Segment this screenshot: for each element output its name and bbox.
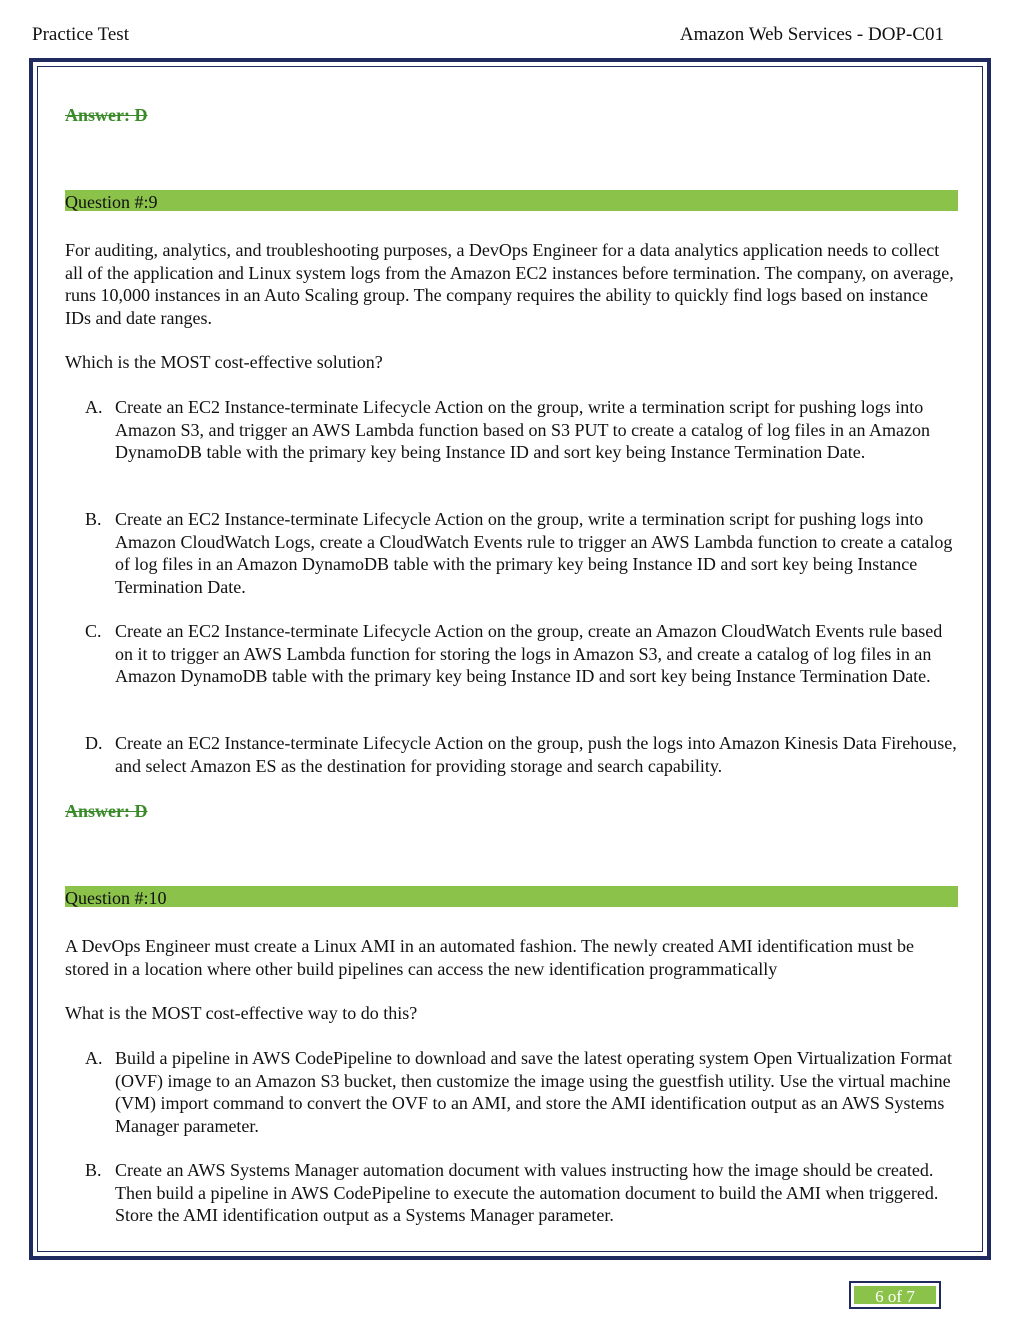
option-letter: A. [85, 1048, 103, 1068]
question-10-title: Question #:10 [65, 887, 167, 908]
option-text: Create an EC2 Instance-terminate Lifecycle Action on the group, push the logs into Amazon Kinesis Data Firehouse, and select Amazon ES as the destination for providing storage and search capability. [115, 733, 957, 776]
page-number-box [849, 1281, 941, 1309]
question-9-body: For auditing, analytics, and troubleshooting purposes, a DevOps Engineer for a data analytics application needs to collect all of the application and Linux system logs from the Amazon EC2 instances before termination. The company, on average, runs 10,000 instances in an Auto Scaling group. The company requires the ability to quickly find logs based on instance IDs and date ranges. [65, 240, 954, 328]
option-text: Create an EC2 Instance-terminate Lifecycle Action on the group, write a termination script for pushing logs into Amazon CloudWatch Logs, create a CloudWatch Events rule to trigger an AWS Lambda function to create a catalog of log files in an Amazon DynamoDB table with the primary key being Instance ID and sort key being Instance Termination Date. [115, 509, 953, 597]
option-text: Create an EC2 Instance-terminate Lifecycle Action on the group, write a termination script for pushing logs into Amazon S3, and trigger an AWS Lambda function based on S3 PUT to create a catalog of log files in an Amazon DynamoDB table with the primary key being Instance ID and sort key being Instance Termination Date. [115, 397, 931, 462]
option-letter: B. [85, 509, 102, 529]
question-9-prompt: Which is the MOST cost-effective solution? [65, 352, 383, 372]
question-10-body: A DevOps Engineer must create a Linux AMI in an automated fashion. The newly created AMI identification must be stored in a location where other build pipelines can access the new identification programmatically [65, 936, 914, 979]
question-10-option-a [85, 1047, 958, 1137]
option-text: Build a pipeline in AWS CodePipeline to download and save the latest operating system Open Virtualization Format (OVF) image to an Amazon S3 bucket, then customize the image using the guestfish utility. Use the virtual machine (VM) import command to convert the OVF to an AMI, and store the AMI identification output as an AWS Systems Manager parameter. [115, 1048, 952, 1136]
question-9-option-d [85, 732, 958, 777]
option-letter: D. [85, 733, 103, 753]
option-text: Create an AWS Systems Manager automation document with values instructing how the image should be created. Then build a pipeline in AWS CodePipeline to execute the automation document to build the AMI when triggered. Store the AMI identification output as a Systems Manager parameter. [115, 1160, 939, 1225]
question-10-prompt: What is the MOST cost-effective way to do this? [65, 1003, 418, 1023]
option-text: Create an EC2 Instance-terminate Lifecycle Action on the group, create an Amazon CloudWatch Events rule based on it to trigger an AWS Lambda function for storing the logs in Amazon S3, and create a catalog of log files in an Amazon DynamoDB table with the primary key being Instance ID and sort key being Instance Termination Date. [115, 621, 943, 686]
question-9-title: Question #:9 [65, 191, 158, 212]
previous-answer: Answer: D [65, 105, 148, 125]
question-9-option-a [85, 396, 958, 464]
option-letter: B. [85, 1160, 102, 1180]
option-letter: A. [85, 397, 103, 417]
question-9-header-bar [65, 190, 958, 211]
question-10-header-bar [65, 886, 958, 907]
question-10-option-b [85, 1159, 958, 1227]
header-left-title: Practice Test [32, 24, 129, 45]
question-9-answer: Answer: D [65, 801, 148, 821]
question-9-option-c [85, 620, 958, 688]
option-letter: C. [85, 621, 102, 641]
page-number: 6 of 7 [854, 1286, 936, 1304]
question-9-option-b [85, 508, 958, 598]
header-right-title: Amazon Web Services - DOP-C01 [679, 24, 944, 45]
